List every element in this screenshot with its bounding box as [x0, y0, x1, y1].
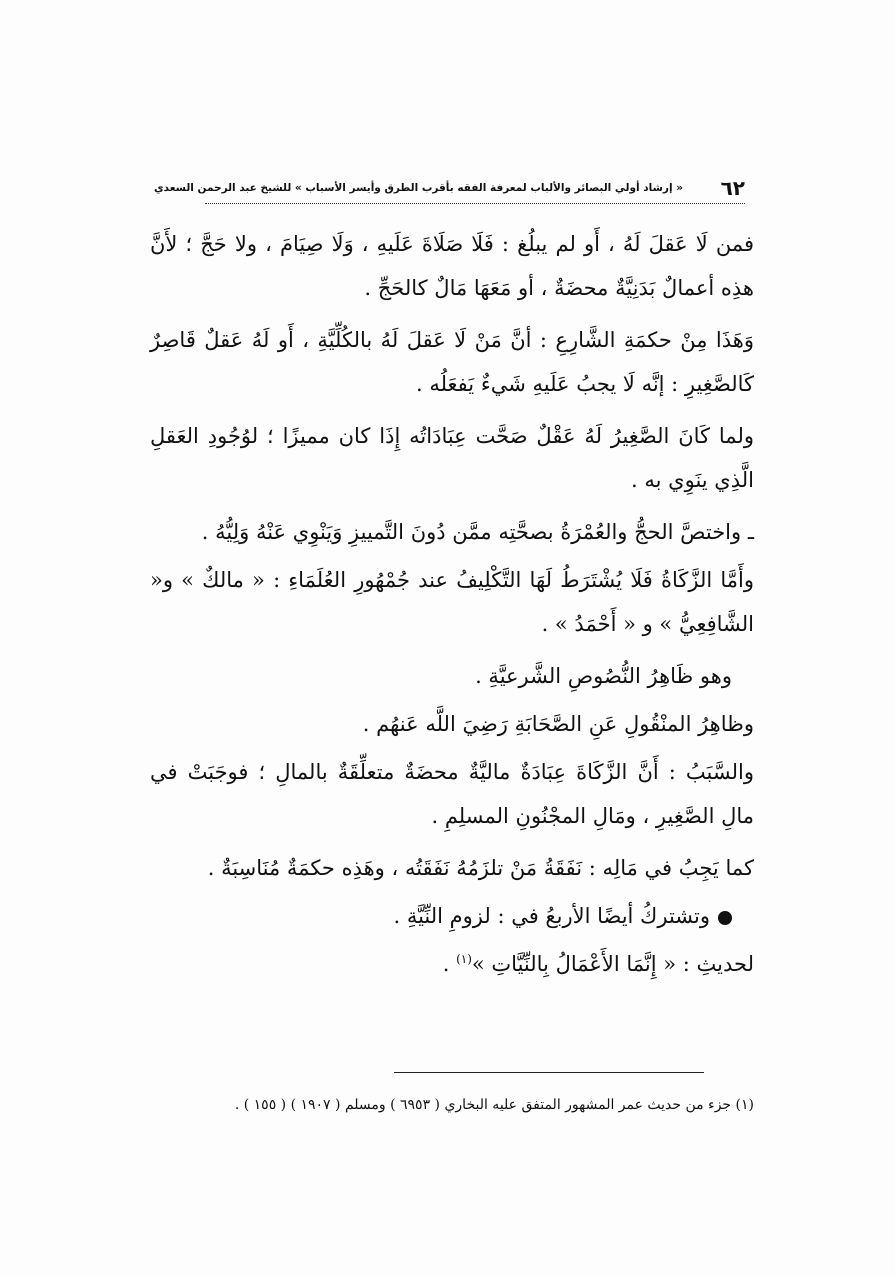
- footnote-reference: (١): [456, 952, 472, 966]
- hadith-text: لحديثِ : « إِنَّمَا الأَعْمَالُ بِالنِّيَّاتِ »: [471, 952, 754, 976]
- header-divider: [205, 203, 745, 204]
- paragraph: وأَمَّا الزَّكَاةُ فَلَا يُشْتَرَطُ لَهَا التَّكْلِيفُ عند جُمْهُورِ العُلَمَاءِ : « مالكٌ » و« الشَّافِعِيُّ » و « أَحْمَدُ » .: [150, 568, 754, 636]
- page-header: [154, 176, 745, 200]
- paragraph: وظاهِرُ المنْقُولِ عَنِ الصَّحَابَةِ رَضِيَ اللَّه عَنهُم .: [362, 712, 754, 736]
- page-number: ٦٢: [720, 176, 745, 200]
- paragraph: وهو ظَاهِرُ النُّصُوصِ الشَّرعيَّةِ .: [475, 664, 732, 688]
- bullet-paragraph: [150, 894, 754, 938]
- paragraph: وَهَذَا مِنْ حكمَةِ الشَّارِعِ : أنَّ مَنْ لَا عَقلَ لَهُ بالكُلِّيَّةِ ، أَو لَهُ عَقلٌ قَاصِرٌ كَالصَّغِيرِ : إنَّه لَا يجبُ عَلَيهِ شَيءٌ يَفعَلُه .: [150, 328, 754, 396]
- body-text: [150, 222, 754, 990]
- hadith-paragraph: [150, 942, 754, 986]
- paragraph: كما يَجِبُ في مَالِه : نَفَقَةُ مَنْ تلزَمُهُ نَفَقَتُه ، وهَذِه حكمَةٌ مُنَاسِبَةٌ .: [207, 856, 754, 880]
- footnote: (١) جزء من حديث عمر المشهور المتفق عليه البخاري ( ٦٩٥٣ ) ومسلم ( ١٩٠٧ ) ( ١٥٥ ) .: [234, 1097, 754, 1113]
- paragraph: ـ واختصَّ الحجُّ والعُمْرَةُ بصحَّتِه ممَّن دُونَ التَّمييزِ وَيَنْوِي عَنْهُ وَلِيُّهُ .: [201, 520, 754, 544]
- paragraph: ولما كَانَ الصَّغِيرُ لَهُ عَقْلٌ صَحَّت عِبَادَاتُه إِذَا كان مميزًا ؛ لوُجُودِ العَقلِ الَّذِي ينَوِي به .: [150, 424, 754, 492]
- footnote-divider: [394, 1072, 704, 1073]
- bullet-icon: [718, 911, 732, 925]
- bullet-text: وتشتركُ أيضًا الأربعُ في : لزومِ النِّيَّةِ .: [393, 904, 710, 928]
- paragraph: والسَّبَبُ : أَنَّ الزَّكَاةَ عِبَادَةٌ ماليَّةٌ محضَةٌ متعلِّقَةٌ بالمالِ ؛ فوجَبَتْ في مالِ الصَّغِيرِ ، ومَالِ المجْنُونِ المسلِمِ .: [150, 760, 754, 828]
- hadith-terminal: .: [442, 952, 450, 976]
- paragraph: فمن لَا عَقلَ لَهُ ، أَو لم يبلُغ : فَلَا صَلَاةَ عَلَيهِ ، وَلَا صِيَامَ ، ولا حَجَّ ؛ لأَنَّ هذِه أعمالٌ بَدَنِيَّةٌ محضَةٌ ، أو مَعَهَا مَالٌ كالحَجِّ .: [150, 232, 754, 300]
- running-title: « إرشاد أولي البصائر والألباب لمعرفة الفقه بأقرب الطرق وأيسر الأسباب » للشيخ عبد الرحمن السعدي: [154, 182, 683, 194]
